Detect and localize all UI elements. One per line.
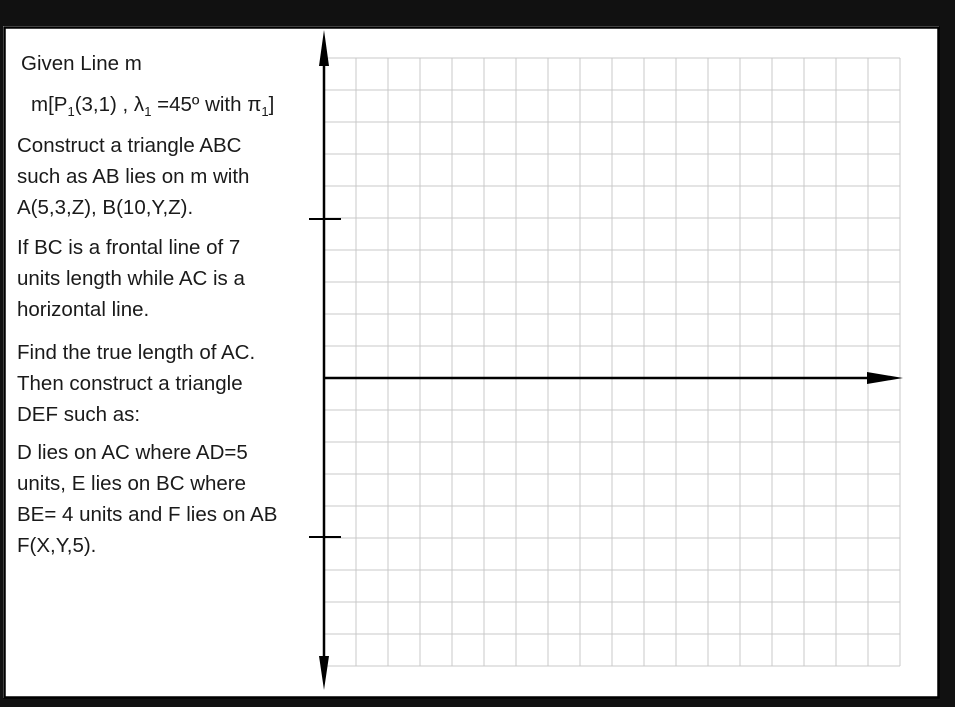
point-subscript: 1	[67, 104, 75, 120]
text-line: such as AB lies on m with	[17, 165, 250, 188]
point-coordinates: (3,1) , λ	[74, 93, 145, 116]
line-def-prefix: m[P	[31, 93, 68, 116]
pi-subscript: 1	[261, 104, 269, 120]
down-arrow-icon	[319, 656, 329, 690]
text-line: If BC is a frontal line of 7	[17, 236, 241, 259]
text-line: Find the true length of AC.	[17, 341, 256, 364]
line-definition	[31, 89, 274, 120]
text-line: D lies on AC where AD=5	[17, 441, 248, 464]
right-arrow-icon	[867, 372, 903, 384]
text-line: Construct a triangle ABC	[17, 134, 242, 157]
problem-title: Given Line m	[21, 52, 142, 75]
text-line: Then construct a triangle	[17, 372, 243, 395]
line-def-suffix: ]	[268, 93, 275, 116]
paragraph-construct-abc	[17, 130, 249, 223]
text-line: units, E lies on BC where	[17, 472, 247, 495]
paragraph-bc-frontal	[17, 232, 245, 325]
paragraph-def-triangle	[17, 437, 277, 561]
text-line: units length while AC is a	[17, 267, 245, 290]
text-line: BE= 4 units and F lies on AB	[17, 503, 278, 526]
text-line: F(X,Y,5).	[17, 534, 97, 557]
lambda-subscript: 1	[144, 104, 152, 120]
text-line: DEF such as:	[17, 403, 141, 426]
paragraph-true-length	[17, 337, 255, 430]
text-line: A(5,3,Z), B(10,Y,Z).	[17, 196, 194, 219]
text-line: horizontal line.	[17, 298, 150, 321]
angle-text: =45º with π	[151, 93, 262, 116]
graph-grid	[324, 58, 900, 666]
up-arrow-icon	[319, 30, 329, 66]
